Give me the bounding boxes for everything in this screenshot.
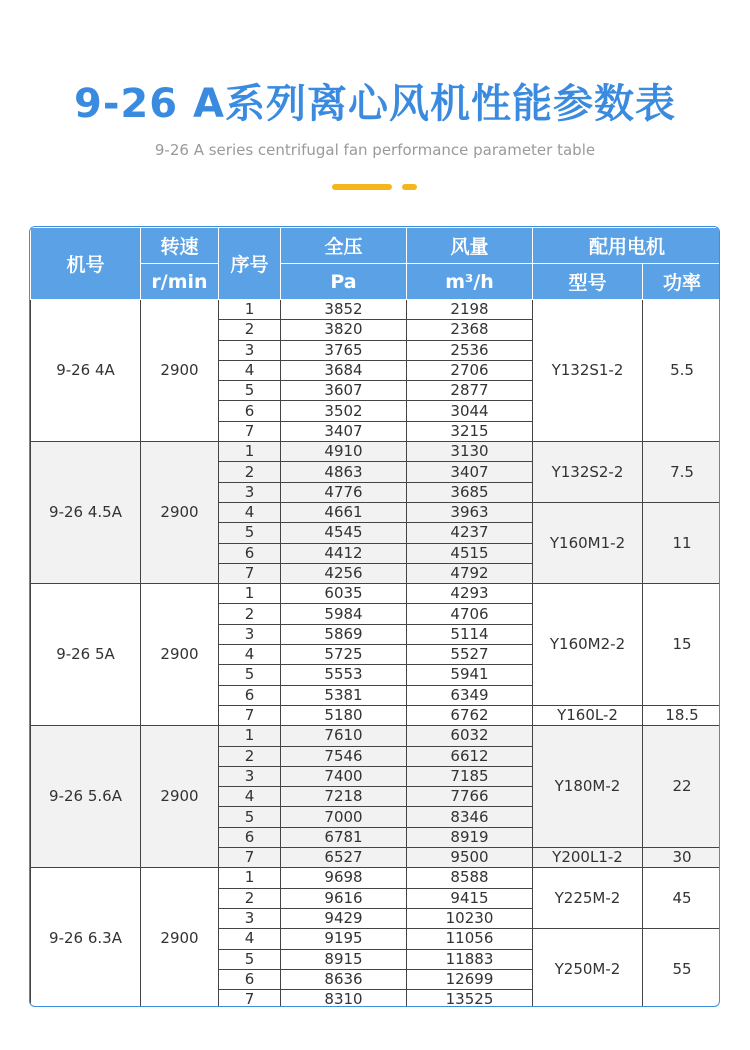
cell-flow: 10230 bbox=[407, 908, 533, 928]
cell-flow: 4237 bbox=[407, 523, 533, 543]
header-model: 机号 bbox=[31, 228, 141, 300]
cell-seq: 6 bbox=[219, 827, 281, 847]
cell-seq: 7 bbox=[219, 705, 281, 725]
cell-motor-power: 15 bbox=[643, 584, 721, 706]
cell-flow: 7185 bbox=[407, 766, 533, 786]
header-flow-unit: m³/h bbox=[407, 264, 533, 300]
cell-flow: 11883 bbox=[407, 949, 533, 969]
cell-seq: 4 bbox=[219, 645, 281, 665]
cell-pressure: 9698 bbox=[281, 868, 407, 888]
cell-pressure: 7546 bbox=[281, 746, 407, 766]
cell-flow: 7766 bbox=[407, 787, 533, 807]
cell-pressure: 4545 bbox=[281, 523, 407, 543]
cell-pressure: 3852 bbox=[281, 300, 407, 320]
cell-seq: 3 bbox=[219, 624, 281, 644]
cell-pressure: 3684 bbox=[281, 360, 407, 380]
cell-model: 9-26 4.5A bbox=[31, 442, 141, 584]
cell-pressure: 9429 bbox=[281, 908, 407, 928]
cell-seq: 1 bbox=[219, 442, 281, 462]
cell-pressure: 3820 bbox=[281, 320, 407, 340]
cell-pressure: 4776 bbox=[281, 482, 407, 502]
cell-flow: 4293 bbox=[407, 584, 533, 604]
cell-pressure: 5725 bbox=[281, 645, 407, 665]
cell-motor-type: Y250M-2 bbox=[533, 929, 643, 1007]
cell-motor-power: 45 bbox=[643, 868, 721, 929]
cell-pressure: 6035 bbox=[281, 584, 407, 604]
page-title: 9-26 A系列离心风机性能参数表 bbox=[74, 81, 676, 127]
cell-seq: 3 bbox=[219, 766, 281, 786]
cell-pressure: 4256 bbox=[281, 563, 407, 583]
decorative-bar-short bbox=[402, 184, 417, 190]
cell-pressure: 5984 bbox=[281, 604, 407, 624]
cell-seq: 1 bbox=[219, 584, 281, 604]
cell-pressure: 5553 bbox=[281, 665, 407, 685]
header-motor-type: 型号 bbox=[533, 264, 643, 300]
cell-seq: 6 bbox=[219, 543, 281, 563]
cell-pressure: 3502 bbox=[281, 401, 407, 421]
cell-pressure: 4412 bbox=[281, 543, 407, 563]
header-flow: 风量 bbox=[407, 228, 533, 264]
cell-seq: 7 bbox=[219, 848, 281, 868]
cell-flow: 9500 bbox=[407, 848, 533, 868]
cell-flow: 3407 bbox=[407, 462, 533, 482]
cell-seq: 6 bbox=[219, 401, 281, 421]
cell-seq: 4 bbox=[219, 360, 281, 380]
cell-flow: 5114 bbox=[407, 624, 533, 644]
cell-flow: 8346 bbox=[407, 807, 533, 827]
cell-seq: 2 bbox=[219, 746, 281, 766]
cell-model: 9-26 6.3A bbox=[31, 868, 141, 1007]
cell-flow: 2198 bbox=[407, 300, 533, 320]
cell-pressure: 7218 bbox=[281, 787, 407, 807]
cell-motor-power: 18.5 bbox=[643, 705, 721, 725]
cell-pressure: 8915 bbox=[281, 949, 407, 969]
cell-seq: 5 bbox=[219, 523, 281, 543]
cell-motor-type: Y200L1-2 bbox=[533, 848, 643, 868]
cell-flow: 3130 bbox=[407, 442, 533, 462]
cell-flow: 8919 bbox=[407, 827, 533, 847]
cell-motor-power: 55 bbox=[643, 929, 721, 1007]
cell-flow: 5527 bbox=[407, 645, 533, 665]
header-motor: 配用电机 bbox=[533, 228, 721, 264]
cell-pressure: 4910 bbox=[281, 442, 407, 462]
cell-motor-type: Y160M2-2 bbox=[533, 584, 643, 706]
cell-seq: 2 bbox=[219, 462, 281, 482]
cell-motor-power: 11 bbox=[643, 502, 721, 583]
cell-model: 9-26 4A bbox=[31, 300, 141, 442]
cell-seq: 1 bbox=[219, 300, 281, 320]
cell-flow: 9415 bbox=[407, 888, 533, 908]
header-seq: 序号 bbox=[219, 228, 281, 300]
cell-pressure: 4863 bbox=[281, 462, 407, 482]
cell-flow: 5941 bbox=[407, 665, 533, 685]
cell-pressure: 9195 bbox=[281, 929, 407, 949]
cell-motor-power: 5.5 bbox=[643, 300, 721, 442]
cell-pressure: 5381 bbox=[281, 685, 407, 705]
cell-motor-power: 7.5 bbox=[643, 442, 721, 503]
cell-pressure: 8310 bbox=[281, 990, 407, 1007]
cell-seq: 6 bbox=[219, 969, 281, 989]
cell-seq: 3 bbox=[219, 908, 281, 928]
performance-table bbox=[29, 226, 720, 1007]
cell-seq: 5 bbox=[219, 665, 281, 685]
cell-pressure: 7000 bbox=[281, 807, 407, 827]
cell-pressure: 3407 bbox=[281, 421, 407, 441]
cell-flow: 4706 bbox=[407, 604, 533, 624]
cell-flow: 6612 bbox=[407, 746, 533, 766]
cell-flow: 6032 bbox=[407, 726, 533, 746]
cell-pressure: 3765 bbox=[281, 340, 407, 360]
cell-speed: 2900 bbox=[141, 300, 219, 442]
cell-seq: 1 bbox=[219, 868, 281, 888]
cell-flow: 12699 bbox=[407, 969, 533, 989]
cell-seq: 4 bbox=[219, 929, 281, 949]
table-row bbox=[31, 300, 721, 320]
cell-flow: 3963 bbox=[407, 502, 533, 522]
cell-speed: 2900 bbox=[141, 584, 219, 726]
cell-model: 9-26 5A bbox=[31, 584, 141, 726]
cell-motor-type: Y160L-2 bbox=[533, 705, 643, 725]
cell-flow: 6349 bbox=[407, 685, 533, 705]
cell-flow: 13525 bbox=[407, 990, 533, 1007]
cell-seq: 7 bbox=[219, 990, 281, 1007]
cell-flow: 11056 bbox=[407, 929, 533, 949]
cell-model: 9-26 5.6A bbox=[31, 726, 141, 868]
cell-pressure: 6527 bbox=[281, 848, 407, 868]
cell-pressure: 7400 bbox=[281, 766, 407, 786]
table-row bbox=[31, 868, 721, 888]
cell-flow: 8588 bbox=[407, 868, 533, 888]
header-power: 功率 bbox=[643, 264, 721, 300]
cell-seq: 2 bbox=[219, 604, 281, 624]
cell-pressure: 4661 bbox=[281, 502, 407, 522]
header-speed: 转速 bbox=[141, 228, 219, 264]
cell-motor-power: 22 bbox=[643, 726, 721, 848]
cell-flow: 2706 bbox=[407, 360, 533, 380]
cell-motor-type: Y160M1-2 bbox=[533, 502, 643, 583]
header-pressure-unit: Pa bbox=[281, 264, 407, 300]
cell-seq: 2 bbox=[219, 888, 281, 908]
cell-flow: 6762 bbox=[407, 705, 533, 725]
cell-seq: 4 bbox=[219, 502, 281, 522]
table-row bbox=[31, 726, 721, 746]
cell-seq: 5 bbox=[219, 381, 281, 401]
cell-pressure: 3607 bbox=[281, 381, 407, 401]
cell-motor-power: 30 bbox=[643, 848, 721, 868]
table-header bbox=[31, 228, 721, 300]
table-body bbox=[31, 300, 721, 1008]
cell-pressure: 6781 bbox=[281, 827, 407, 847]
cell-speed: 2900 bbox=[141, 726, 219, 868]
header-speed-unit: r/min bbox=[141, 264, 219, 300]
cell-seq: 1 bbox=[219, 726, 281, 746]
decorative-bar-long bbox=[332, 184, 392, 190]
cell-flow: 4792 bbox=[407, 563, 533, 583]
cell-seq: 7 bbox=[219, 563, 281, 583]
cell-pressure: 5180 bbox=[281, 705, 407, 725]
cell-pressure: 5869 bbox=[281, 624, 407, 644]
cell-pressure: 7610 bbox=[281, 726, 407, 746]
cell-pressure: 9616 bbox=[281, 888, 407, 908]
cell-motor-type: Y225M-2 bbox=[533, 868, 643, 929]
cell-seq: 3 bbox=[219, 340, 281, 360]
cell-seq: 7 bbox=[219, 421, 281, 441]
cell-seq: 5 bbox=[219, 949, 281, 969]
cell-pressure: 8636 bbox=[281, 969, 407, 989]
cell-flow: 2877 bbox=[407, 381, 533, 401]
table-row bbox=[31, 584, 721, 604]
cell-seq: 6 bbox=[219, 685, 281, 705]
cell-speed: 2900 bbox=[141, 442, 219, 584]
cell-motor-type: Y180M-2 bbox=[533, 726, 643, 848]
cell-flow: 2368 bbox=[407, 320, 533, 340]
cell-flow: 3685 bbox=[407, 482, 533, 502]
cell-flow: 3044 bbox=[407, 401, 533, 421]
cell-seq: 3 bbox=[219, 482, 281, 502]
cell-speed: 2900 bbox=[141, 868, 219, 1007]
cell-seq: 2 bbox=[219, 320, 281, 340]
table-row bbox=[31, 442, 721, 462]
cell-flow: 3215 bbox=[407, 421, 533, 441]
cell-flow: 2536 bbox=[407, 340, 533, 360]
cell-flow: 4515 bbox=[407, 543, 533, 563]
cell-motor-type: Y132S1-2 bbox=[533, 300, 643, 442]
cell-seq: 4 bbox=[219, 787, 281, 807]
header-pressure: 全压 bbox=[281, 228, 407, 264]
cell-seq: 5 bbox=[219, 807, 281, 827]
page-subtitle: 9-26 A series centrifugal fan performance parameter table bbox=[154, 141, 596, 159]
cell-motor-type: Y132S2-2 bbox=[533, 442, 643, 503]
